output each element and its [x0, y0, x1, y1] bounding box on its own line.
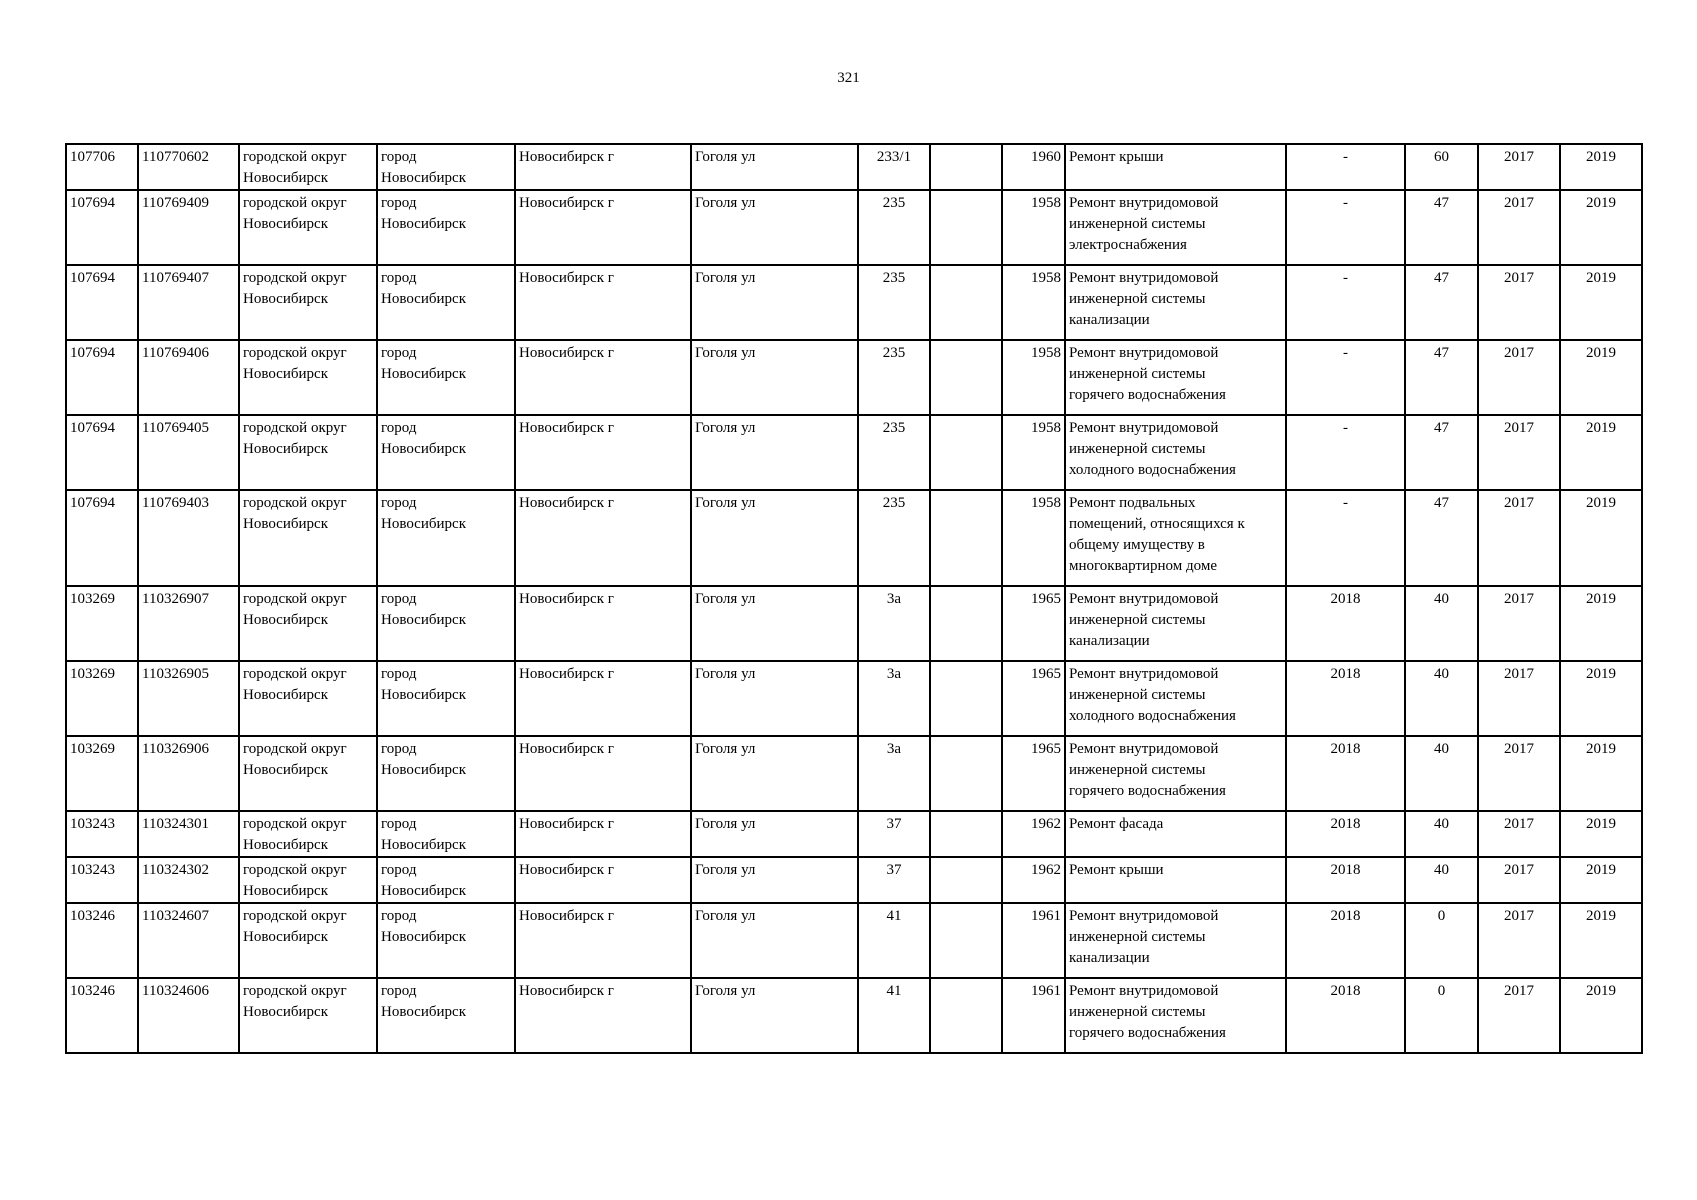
city-cell: Новосибирск г	[515, 978, 691, 1053]
district-cell	[239, 903, 377, 978]
municipality-cell-line: Новосибирск	[381, 929, 466, 945]
district-cell-line: Новосибирск	[243, 762, 328, 778]
plan-year-cell: 2018	[1286, 661, 1405, 736]
municipality-cell-line: город	[381, 270, 417, 286]
district-cell-line: Новосибирск	[243, 366, 328, 382]
build-year-cell: 1958	[1002, 340, 1065, 415]
work-type-cell-line: инженерной системы	[1069, 216, 1206, 232]
municipality-cell-line: город	[381, 420, 417, 436]
city-cell: Новосибирск г	[515, 661, 691, 736]
start-year-cell: 2017	[1478, 978, 1560, 1053]
start-year-cell: 2017	[1478, 340, 1560, 415]
house-number-cell: 41	[858, 978, 930, 1053]
district-cell-line: Новосибирск	[243, 291, 328, 307]
capital-repair-table	[65, 143, 1643, 1054]
work-type-cell-line: общему имуществу в	[1069, 537, 1205, 553]
table-row	[66, 144, 1642, 190]
object-id-cell: 103246	[66, 978, 138, 1053]
municipality-cell	[377, 490, 515, 586]
municipality-cell-line: Новосибирск	[381, 687, 466, 703]
district-cell	[239, 857, 377, 903]
build-year-cell: 1965	[1002, 661, 1065, 736]
building-cell	[930, 144, 1002, 190]
wear-cell: 40	[1405, 586, 1478, 661]
municipality-cell-line: город	[381, 495, 417, 511]
work-type-cell	[1065, 903, 1286, 978]
table-row	[66, 978, 1642, 1053]
city-cell: Новосибирск г	[515, 903, 691, 978]
district-cell	[239, 415, 377, 490]
house-number-cell: 235	[858, 265, 930, 340]
end-year-cell: 2019	[1560, 857, 1642, 903]
building-cell	[930, 586, 1002, 661]
municipality-cell-line: Новосибирск	[381, 612, 466, 628]
work-type-cell	[1065, 190, 1286, 265]
page-number: 321	[837, 70, 860, 86]
start-year-cell: 2017	[1478, 490, 1560, 586]
work-code-cell: 110326907	[138, 586, 239, 661]
end-year-cell: 2019	[1560, 415, 1642, 490]
end-year-cell: 2019	[1560, 661, 1642, 736]
house-number-cell: 3а	[858, 661, 930, 736]
building-cell	[930, 661, 1002, 736]
work-type-cell-line: Ремонт внутридомовой	[1069, 983, 1219, 999]
work-type-cell	[1065, 340, 1286, 415]
table-row	[66, 265, 1642, 340]
table-row	[66, 811, 1642, 857]
district-cell	[239, 265, 377, 340]
municipality-cell	[377, 144, 515, 190]
district-cell-line: Новосибирск	[243, 612, 328, 628]
object-id-cell: 107694	[66, 340, 138, 415]
work-type-cell	[1065, 661, 1286, 736]
work-type-cell-line: канализации	[1069, 633, 1150, 649]
build-year-cell: 1965	[1002, 736, 1065, 811]
build-year-cell: 1958	[1002, 265, 1065, 340]
municipality-cell-line: город	[381, 816, 417, 832]
street-cell: Гоголя ул	[691, 144, 858, 190]
plan-year-cell: -	[1286, 490, 1405, 586]
object-id-cell: 107694	[66, 265, 138, 340]
plan-year-cell: -	[1286, 415, 1405, 490]
work-type-cell-line: инженерной системы	[1069, 687, 1206, 703]
work-code-cell: 110769407	[138, 265, 239, 340]
work-type-cell-line: многоквартирном доме	[1069, 558, 1217, 574]
work-type-cell-line: инженерной системы	[1069, 441, 1206, 457]
district-cell-line: Новосибирск	[243, 441, 328, 457]
work-type-cell-line: Ремонт фасада	[1069, 816, 1164, 832]
wear-cell: 0	[1405, 903, 1478, 978]
work-type-cell-line: канализации	[1069, 312, 1150, 328]
municipality-cell-line: город	[381, 983, 417, 999]
end-year-cell: 2019	[1560, 340, 1642, 415]
city-cell: Новосибирск г	[515, 340, 691, 415]
end-year-cell: 2019	[1560, 490, 1642, 586]
work-type-cell-line: Ремонт подвальных	[1069, 495, 1196, 511]
city-cell: Новосибирск г	[515, 811, 691, 857]
work-type-cell-line: Ремонт крыши	[1069, 862, 1164, 878]
wear-cell: 0	[1405, 978, 1478, 1053]
district-cell	[239, 661, 377, 736]
wear-cell: 47	[1405, 190, 1478, 265]
house-number-cell: 3а	[858, 736, 930, 811]
district-cell-line: Новосибирск	[243, 883, 328, 899]
table-row	[66, 415, 1642, 490]
table-row	[66, 661, 1642, 736]
building-cell	[930, 736, 1002, 811]
building-cell	[930, 857, 1002, 903]
table-row	[66, 736, 1642, 811]
district-cell-line: городской округ	[243, 149, 347, 165]
work-code-cell: 110326905	[138, 661, 239, 736]
work-type-cell	[1065, 144, 1286, 190]
work-type-cell-line: Ремонт внутридомовой	[1069, 666, 1219, 682]
house-number-cell: 3а	[858, 586, 930, 661]
work-code-cell: 110324607	[138, 903, 239, 978]
wear-cell: 40	[1405, 811, 1478, 857]
work-type-cell-line: горячего водоснабжения	[1069, 1025, 1226, 1041]
work-type-cell-line: Ремонт внутридомовой	[1069, 591, 1219, 607]
build-year-cell: 1958	[1002, 190, 1065, 265]
start-year-cell: 2017	[1478, 586, 1560, 661]
work-type-cell-line: Ремонт внутридомовой	[1069, 195, 1219, 211]
district-cell-line: городской округ	[243, 345, 347, 361]
city-cell: Новосибирск г	[515, 144, 691, 190]
end-year-cell: 2019	[1560, 144, 1642, 190]
table-body	[66, 144, 1642, 1053]
district-cell-line: городской округ	[243, 816, 347, 832]
house-number-cell: 235	[858, 190, 930, 265]
district-cell-line: городской округ	[243, 495, 347, 511]
table-row	[66, 490, 1642, 586]
object-id-cell: 107706	[66, 144, 138, 190]
municipality-cell-line: Новосибирск	[381, 883, 466, 899]
object-id-cell: 103269	[66, 661, 138, 736]
work-type-cell	[1065, 736, 1286, 811]
work-type-cell	[1065, 978, 1286, 1053]
start-year-cell: 2017	[1478, 144, 1560, 190]
municipality-cell	[377, 857, 515, 903]
house-number-cell: 235	[858, 490, 930, 586]
work-code-cell: 110769406	[138, 340, 239, 415]
work-type-cell-line: инженерной системы	[1069, 612, 1206, 628]
municipality-cell	[377, 415, 515, 490]
building-cell	[930, 978, 1002, 1053]
start-year-cell: 2017	[1478, 736, 1560, 811]
work-type-cell-line: Ремонт внутридомовой	[1069, 741, 1219, 757]
work-code-cell: 110326906	[138, 736, 239, 811]
work-code-cell: 110324301	[138, 811, 239, 857]
start-year-cell: 2017	[1478, 190, 1560, 265]
house-number-cell: 235	[858, 340, 930, 415]
wear-cell: 60	[1405, 144, 1478, 190]
work-code-cell: 110324302	[138, 857, 239, 903]
municipality-cell-line: Новосибирск	[381, 216, 466, 232]
district-cell	[239, 978, 377, 1053]
municipality-cell	[377, 190, 515, 265]
work-type-cell-line: Ремонт внутридомовой	[1069, 420, 1219, 436]
work-type-cell-line: Ремонт внутридомовой	[1069, 345, 1219, 361]
work-type-cell-line: холодного водоснабжения	[1069, 708, 1236, 724]
work-type-cell	[1065, 415, 1286, 490]
district-cell	[239, 490, 377, 586]
object-id-cell: 107694	[66, 190, 138, 265]
street-cell: Гоголя ул	[691, 857, 858, 903]
wear-cell: 40	[1405, 661, 1478, 736]
street-cell: Гоголя ул	[691, 490, 858, 586]
work-type-cell-line: помещений, относящихся к	[1069, 516, 1245, 532]
district-cell	[239, 811, 377, 857]
district-cell-line: городской округ	[243, 591, 347, 607]
municipality-cell-line: Новосибирск	[381, 366, 466, 382]
plan-year-cell: -	[1286, 144, 1405, 190]
street-cell: Гоголя ул	[691, 978, 858, 1053]
municipality-cell-line: город	[381, 862, 417, 878]
municipality-cell-line: Новосибирск	[381, 170, 466, 186]
work-type-cell-line: горячего водоснабжения	[1069, 783, 1226, 799]
municipality-cell-line: город	[381, 908, 417, 924]
object-id-cell: 107694	[66, 415, 138, 490]
end-year-cell: 2019	[1560, 811, 1642, 857]
municipality-cell-line: город	[381, 149, 417, 165]
work-type-cell-line: канализации	[1069, 950, 1150, 966]
work-type-cell-line: инженерной системы	[1069, 929, 1206, 945]
municipality-cell-line: Новосибирск	[381, 762, 466, 778]
district-cell-line: городской округ	[243, 666, 347, 682]
district-cell-line: городской округ	[243, 270, 347, 286]
municipality-cell	[377, 811, 515, 857]
build-year-cell: 1961	[1002, 903, 1065, 978]
end-year-cell: 2019	[1560, 903, 1642, 978]
plan-year-cell: -	[1286, 265, 1405, 340]
work-type-cell-line: инженерной системы	[1069, 291, 1206, 307]
house-number-cell: 41	[858, 903, 930, 978]
work-code-cell: 110769403	[138, 490, 239, 586]
work-type-cell-line: инженерной системы	[1069, 762, 1206, 778]
build-year-cell: 1961	[1002, 978, 1065, 1053]
build-year-cell: 1958	[1002, 415, 1065, 490]
start-year-cell: 2017	[1478, 857, 1560, 903]
object-id-cell: 107694	[66, 490, 138, 586]
municipality-cell	[377, 265, 515, 340]
district-cell-line: Новосибирск	[243, 170, 328, 186]
end-year-cell: 2019	[1560, 190, 1642, 265]
municipality-cell	[377, 978, 515, 1053]
end-year-cell: 2019	[1560, 736, 1642, 811]
street-cell: Гоголя ул	[691, 190, 858, 265]
object-id-cell: 103269	[66, 736, 138, 811]
municipality-cell-line: Новосибирск	[381, 441, 466, 457]
district-cell-line: Новосибирск	[243, 837, 328, 853]
municipality-cell-line: город	[381, 345, 417, 361]
plan-year-cell: 2018	[1286, 978, 1405, 1053]
wear-cell: 47	[1405, 490, 1478, 586]
wear-cell: 40	[1405, 736, 1478, 811]
city-cell: Новосибирск г	[515, 415, 691, 490]
district-cell	[239, 340, 377, 415]
build-year-cell: 1962	[1002, 811, 1065, 857]
wear-cell: 40	[1405, 857, 1478, 903]
object-id-cell: 103243	[66, 857, 138, 903]
plan-year-cell: 2018	[1286, 857, 1405, 903]
building-cell	[930, 490, 1002, 586]
house-number-cell: 37	[858, 811, 930, 857]
street-cell: Гоголя ул	[691, 811, 858, 857]
street-cell: Гоголя ул	[691, 340, 858, 415]
city-cell: Новосибирск г	[515, 265, 691, 340]
start-year-cell: 2017	[1478, 811, 1560, 857]
municipality-cell	[377, 736, 515, 811]
city-cell: Новосибирск г	[515, 857, 691, 903]
street-cell: Гоголя ул	[691, 903, 858, 978]
end-year-cell: 2019	[1560, 978, 1642, 1053]
district-cell-line: городской округ	[243, 862, 347, 878]
plan-year-cell: 2018	[1286, 811, 1405, 857]
house-number-cell: 233/1	[858, 144, 930, 190]
plan-year-cell: 2018	[1286, 586, 1405, 661]
work-type-cell	[1065, 811, 1286, 857]
municipality-cell-line: город	[381, 666, 417, 682]
table-row	[66, 340, 1642, 415]
district-cell	[239, 586, 377, 661]
end-year-cell: 2019	[1560, 265, 1642, 340]
start-year-cell: 2017	[1478, 265, 1560, 340]
district-cell-line: городской округ	[243, 741, 347, 757]
district-cell	[239, 144, 377, 190]
work-code-cell: 110769409	[138, 190, 239, 265]
wear-cell: 47	[1405, 265, 1478, 340]
district-cell-line: городской округ	[243, 195, 347, 211]
plan-year-cell: -	[1286, 190, 1405, 265]
district-cell-line: Новосибирск	[243, 929, 328, 945]
work-type-cell-line: инженерной системы	[1069, 366, 1206, 382]
street-cell: Гоголя ул	[691, 736, 858, 811]
municipality-cell	[377, 903, 515, 978]
street-cell: Гоголя ул	[691, 415, 858, 490]
city-cell: Новосибирск г	[515, 586, 691, 661]
district-cell-line: городской округ	[243, 420, 347, 436]
work-type-cell-line: Ремонт крыши	[1069, 149, 1164, 165]
table-row	[66, 857, 1642, 903]
district-cell-line: Новосибирск	[243, 216, 328, 232]
district-cell-line: Новосибирск	[243, 687, 328, 703]
municipality-cell-line: Новосибирск	[381, 291, 466, 307]
build-year-cell: 1958	[1002, 490, 1065, 586]
work-type-cell-line: инженерной системы	[1069, 1004, 1206, 1020]
plan-year-cell: -	[1286, 340, 1405, 415]
table-row	[66, 586, 1642, 661]
municipality-cell-line: город	[381, 195, 417, 211]
municipality-cell-line: Новосибирск	[381, 1004, 466, 1020]
table-row	[66, 903, 1642, 978]
end-year-cell: 2019	[1560, 586, 1642, 661]
object-id-cell: 103269	[66, 586, 138, 661]
work-type-cell-line: Ремонт внутридомовой	[1069, 908, 1219, 924]
city-cell: Новосибирск г	[515, 736, 691, 811]
plan-year-cell: 2018	[1286, 903, 1405, 978]
district-cell-line: Новосибирск	[243, 1004, 328, 1020]
municipality-cell	[377, 586, 515, 661]
work-type-cell	[1065, 265, 1286, 340]
municipality-cell-line: город	[381, 591, 417, 607]
work-type-cell	[1065, 857, 1286, 903]
wear-cell: 47	[1405, 415, 1478, 490]
city-cell: Новосибирск г	[515, 190, 691, 265]
district-cell	[239, 190, 377, 265]
building-cell	[930, 340, 1002, 415]
building-cell	[930, 190, 1002, 265]
street-cell: Гоголя ул	[691, 265, 858, 340]
work-code-cell: 110770602	[138, 144, 239, 190]
object-id-cell: 103246	[66, 903, 138, 978]
work-code-cell: 110769405	[138, 415, 239, 490]
municipality-cell-line: Новосибирск	[381, 837, 466, 853]
table-row	[66, 190, 1642, 265]
work-type-cell-line: Ремонт внутридомовой	[1069, 270, 1219, 286]
start-year-cell: 2017	[1478, 903, 1560, 978]
build-year-cell: 1965	[1002, 586, 1065, 661]
municipality-cell	[377, 661, 515, 736]
district-cell	[239, 736, 377, 811]
build-year-cell: 1962	[1002, 857, 1065, 903]
start-year-cell: 2017	[1478, 415, 1560, 490]
work-type-cell-line: горячего водоснабжения	[1069, 387, 1226, 403]
municipality-cell	[377, 340, 515, 415]
work-type-cell	[1065, 490, 1286, 586]
building-cell	[930, 265, 1002, 340]
building-cell	[930, 811, 1002, 857]
plan-year-cell: 2018	[1286, 736, 1405, 811]
wear-cell: 47	[1405, 340, 1478, 415]
city-cell: Новосибирск г	[515, 490, 691, 586]
work-type-cell-line: электроснабжения	[1069, 237, 1187, 253]
district-cell-line: городской округ	[243, 983, 347, 999]
work-type-cell	[1065, 586, 1286, 661]
work-type-cell-line: холодного водоснабжения	[1069, 462, 1236, 478]
municipality-cell-line: город	[381, 741, 417, 757]
house-number-cell: 37	[858, 857, 930, 903]
house-number-cell: 235	[858, 415, 930, 490]
district-cell-line: городской округ	[243, 908, 347, 924]
build-year-cell: 1960	[1002, 144, 1065, 190]
start-year-cell: 2017	[1478, 661, 1560, 736]
district-cell-line: Новосибирск	[243, 516, 328, 532]
street-cell: Гоголя ул	[691, 661, 858, 736]
building-cell	[930, 903, 1002, 978]
street-cell: Гоголя ул	[691, 586, 858, 661]
building-cell	[930, 415, 1002, 490]
municipality-cell-line: Новосибирск	[381, 516, 466, 532]
object-id-cell: 103243	[66, 811, 138, 857]
work-code-cell: 110324606	[138, 978, 239, 1053]
